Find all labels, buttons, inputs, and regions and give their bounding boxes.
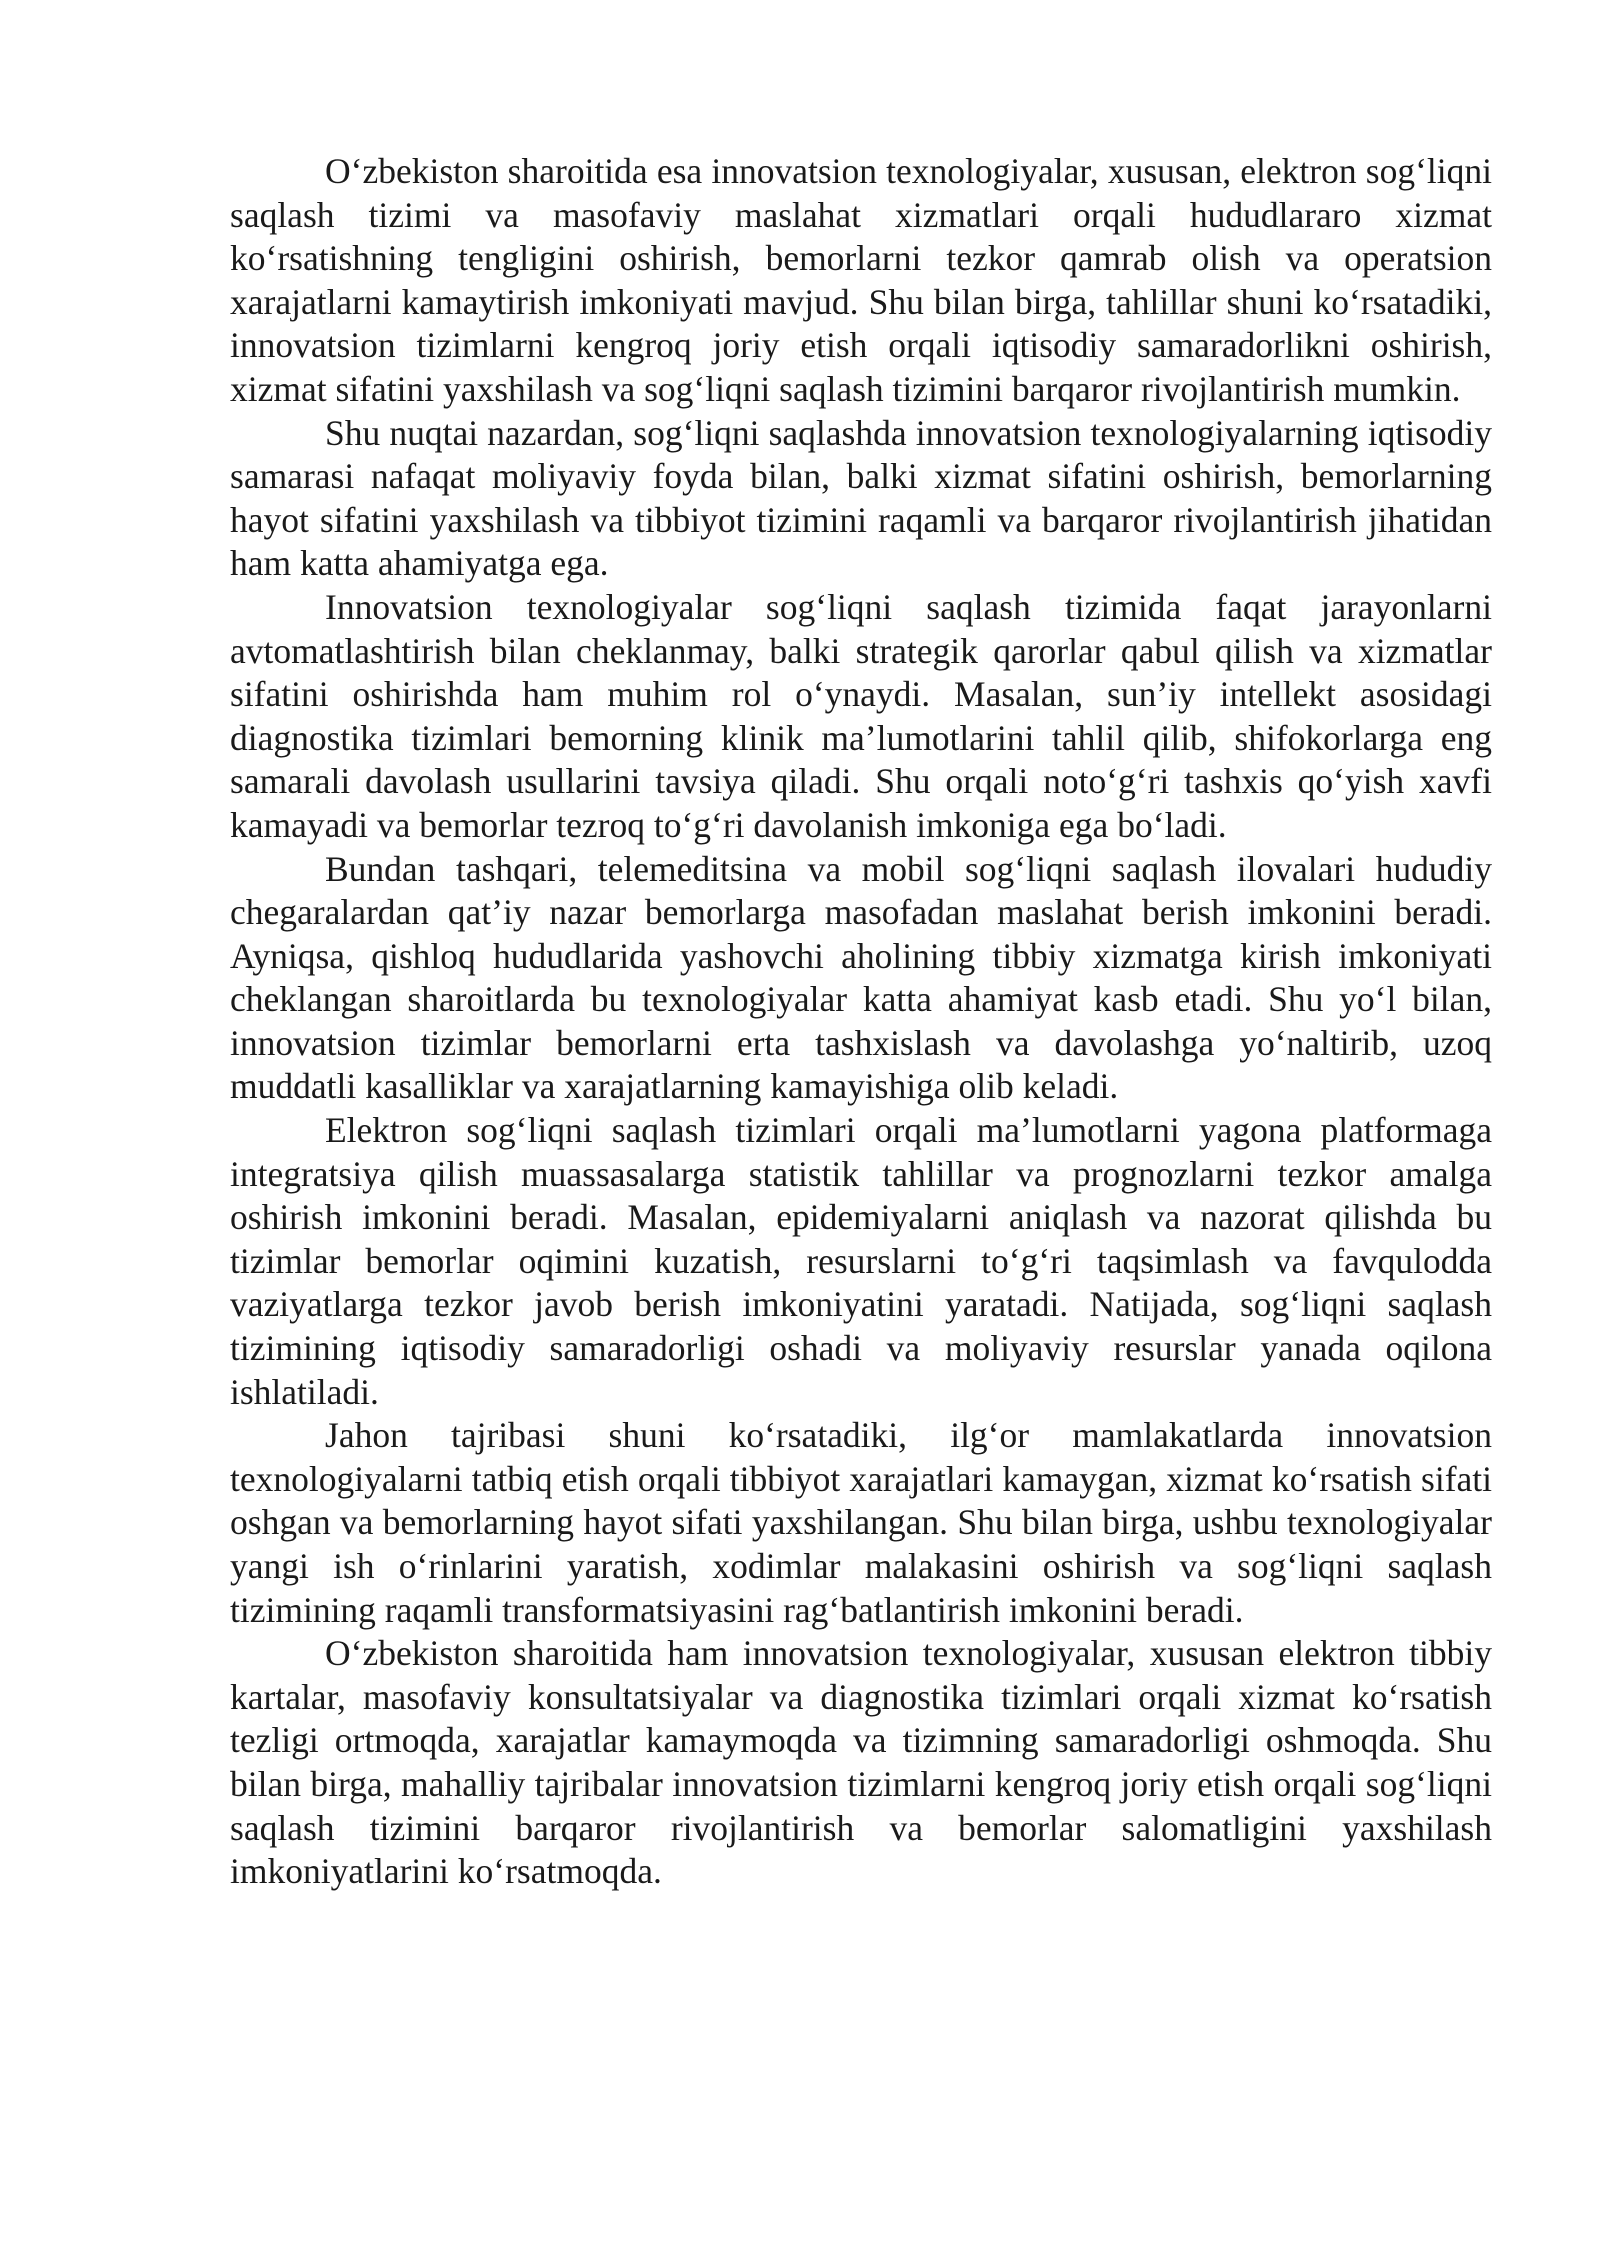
document-page (230, 150, 1492, 1894)
paragraph-5: Elektron sog‘liqni saqlash tizimlari orqali ma’lumotlarni yagona platformaga integratsiya qilish muassasalarga statistik tahlillar va prognozlarni tezkor amalga oshirish imkonini beradi. Masalan, epidemiyalarni aniqlash va nazorat qilishda bu tizimlar bemorlar oqimini kuzatish, resurslarni to‘g‘ri taqsimlash va favqulodda vaziyatlarga tezkor javob berish imkoniyatini yaratadi. Natijada, sog‘liqni saqlash tizimining iqtisodiy samaradorligi oshadi va moliyaviy resurslar yanada oqilona ishlatiladi. (230, 1110, 1492, 1412)
paragraph-2: Shu nuqtai nazardan, sog‘liqni saqlashda innovatsion texnologiyalarning iqtisodiy samarasi nafaqat moliyaviy foyda bilan, balki xizmat sifatini oshirish, bemorlarning hayot sifatini yaxshilash va tibbiyot tizimini raqamli va barqaror rivojlantirish jihatidan ham katta ahamiyatga ega. (230, 412, 1492, 584)
paragraph-3: Innovatsion texnologiyalar sog‘liqni saqlash tizimida faqat jarayonlarni avtomatlashtirish bilan cheklanmay, balki strategik qarorlar qabul qilish va xizmatlar sifatini oshirishda ham muhim rol o‘ynaydi. Masalan, sun’iy intellekt asosidagi diagnostika tizimlari bemorning klinik ma’lumotlarini tahlil qilib, shifokorlarga eng samarali davolash usullarini tavsiya qiladi. Shu orqali noto‘g‘ri tashxis qo‘yish xavfi kamayadi va bemorlar tezroq to‘g‘ri davolanish imkoniga ega bo‘ladi. (230, 586, 1492, 845)
paragraph-1: O‘zbekiston sharoitida esa innovatsion texnologiyalar, xususan, elektron sog‘liqni saqlash tizimi va masofaviy maslahat xizmatlari orqali hududlararo xizmat ko‘rsatishning tengligini oshirish, bemorlarni tezkor qamrab olish va operatsion xarajatlarni kamaytirish imkoniyati mavjud. Shu bilan birga, tahlillar shuni ko‘rsatadiki, innovatsion tizimlarni kengroq joriy etish orqali iqtisodiy samaradorlikni oshirish, xizmat sifatini yaxshilash va sog‘liqni saqlash tizimini barqaror rivojlantirish mumkin. (230, 151, 1492, 409)
paragraph-7: O‘zbekiston sharoitida ham innovatsion texnologiyalar, xususan elektron tibbiy kartalar, masofaviy konsultatsiyalar va diagnostika tizimlari orqali xizmat ko‘rsatish tezligi ortmoqda, xarajatlar kamaymoqda va tizimning samaradorligi oshmoqda. Shu bilan birga, mahalliy tajribalar innovatsion tizimlarni kengroq joriy etish orqali sog‘liqni saqlash tizimini barqaror rivojlantirish va bemorlar salomatligini yaxshilash imkoniyatlarini ko‘rsatmoqda. (230, 1633, 1492, 1892)
paragraph-4: Bundan tashqari, telemeditsina va mobil sog‘liqni saqlash ilovalari hududiy chegaralardan qat’iy nazar bemorlarga masofadan maslahat berish imkonini beradi. Ayniqsa, qishloq hududlarida yashovchi aholining tibbiy xizmatga kirish imkoniyati cheklangan sharoitlarda bu texnologiyalar katta ahamiyat kasb etadi. Shu yo‘l bilan, innovatsion tizimlar bemorlarni erta tashxislash va davolashga yo‘naltirib, uzoq muddatli kasalliklar va xarajatlarning kamayishiga olib keladi. (230, 848, 1492, 1107)
paragraph-6: Jahon tajribasi shuni ko‘rsatadiki, ilg‘or mamlakatlarda innovatsion texnologiyalarni tatbiq etish orqali tibbiyot xarajatlari kamaygan, xizmat ko‘rsatish sifati oshgan va bemorlarning hayot sifati yaxshilangan. Shu bilan birga, ushbu texnologiyalar yangi ish o‘rinlarini yaratish, xodimlar malakasini oshirish va sog‘liqni saqlash tizimining raqamli transformatsiyasini rag‘batlantirish imkonini beradi. (230, 1415, 1492, 1630)
